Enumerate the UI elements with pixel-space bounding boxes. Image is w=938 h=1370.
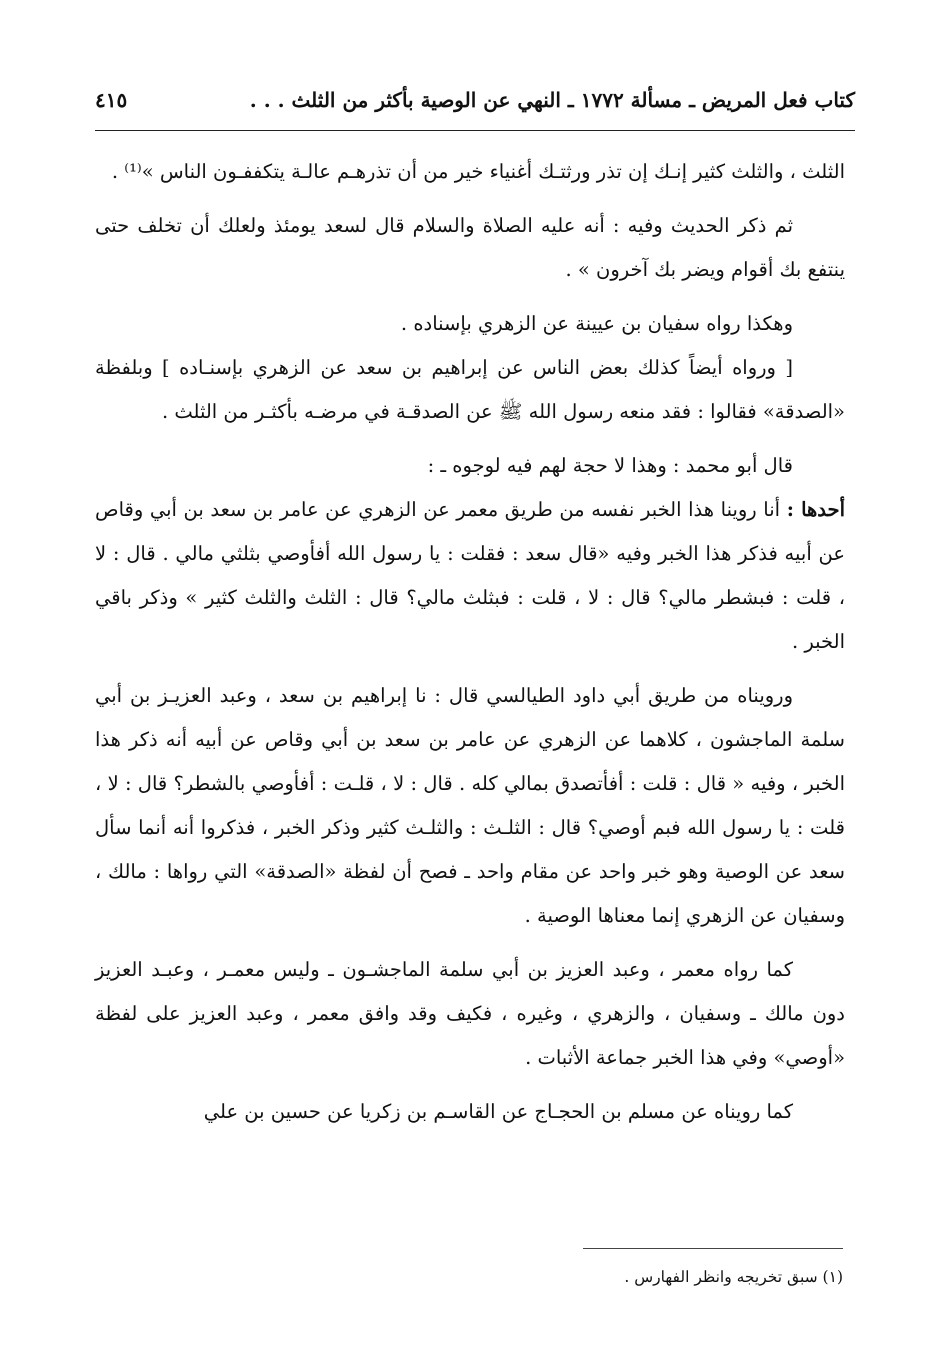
paragraph: ورويناه من طريق أبي داود الطيالسي قال : نا إبراهيم بن سعد ، وعبد العزيـز بن أبي سلمة الماجشون ، كلاهما عن الزهري عن عامر بن سعد بن أبي وقاص عن أبيه أنه ذكر هذا الخبر ، وفيه « قال : قلت : أفأتصدق بمالي كله . قال : لا ، قلـت : أفأوصي بالشطر؟ قال : لا ، قلت : يا رسول الله فبم أوصي؟ قال : الثلـث : والثلـث كثير وذكر الخبر ، فذكروا أنه أنما سأل سعد عن الوصية وهو خبر واحد عن مقام واحد ـ فصح أن لفظة «الصدقة» التي رواها : مالك ، وسفيان عن الزهري إنما معناها الوصية . <box>95 684 845 927</box>
paragraph: كما رواه معمر ، وعبد العزيز بن أبي سلمة الماجشـون ـ وليس معمـر ، وعبـد العزيز دون مالك ـ وسفيان ، والزهري ، وغيره ، فكيف وقد وافق معمر ، وعبد العزيز على لفظة «أوصي» وفي هذا الخبر جماعة الأثبات . <box>95 958 845 1069</box>
page-number: ٤١٥ <box>95 88 128 112</box>
footnote-rule <box>583 1248 843 1249</box>
paragraph: وهكذا رواه سفيان بن عيينة عن الزهري بإسناده . <box>400 312 793 335</box>
footnote: (١) سبق تخريجه وانظر الفهارس . <box>624 1268 843 1286</box>
running-title: كتاب فعل المريض ـ مسألة ١٧٧٢ ـ النهي عن الوصية بأكثر من الثلث . . . <box>249 88 855 112</box>
body-text <box>95 150 845 1144</box>
paragraph: ثم ذكر الحديث وفيه : أنه عليه الصلاة والسلام قال لسعد يومئذ ولعلك أن تخلف حتى ينتفع بك أقوام ويضر بك آخرون » . <box>95 214 845 281</box>
paragraph: قال أبو محمد : وهذا لا حجة لهم فيه لوجوه ـ : <box>427 454 793 477</box>
paragraph: [ ورواه أيضاً كذلك بعض الناس عن إبراهيم بن سعد عن الزهري بإسنـاده ] وبلفظة «الصدقة» فقالوا : فقد منعه رسول الله ﷺ عن الصدقـة في مرضـه بأكثـر من الثلث . <box>95 356 845 423</box>
lead-word: أحدها : <box>786 498 846 521</box>
paragraph: كما رويناه عن مسلم بن الحجـاج عن القاسـم بن زكريا عن حسين بن علي <box>203 1100 793 1123</box>
paragraph: الثلث ، والثلث كثير إنـك إن تذر ورثتـك أغنياء خير من أن تذرهـم عالـة يتكففـون الناس »⁽¹⁾ . <box>111 160 845 183</box>
page-header <box>95 78 855 122</box>
paragraph-text: أنا روينا هذا الخبر نفسه من طريق معمر عن الزهري عن عامر بن سعد بن أبي وقاص عن أبيه فذكر هذا الخبر وفيه «قال سعد : فقلت : يا رسول الله أفأوصي بثلثي مالي . قال : لا ، قلت : فبشطر مالي؟ قال : لا ، قلت : فبثلث مالي؟ قال : الثلث والثلث كثير » وذكر باقي الخبر . <box>95 498 845 653</box>
paragraph-first-reason <box>95 488 845 664</box>
header-rule <box>95 130 855 131</box>
